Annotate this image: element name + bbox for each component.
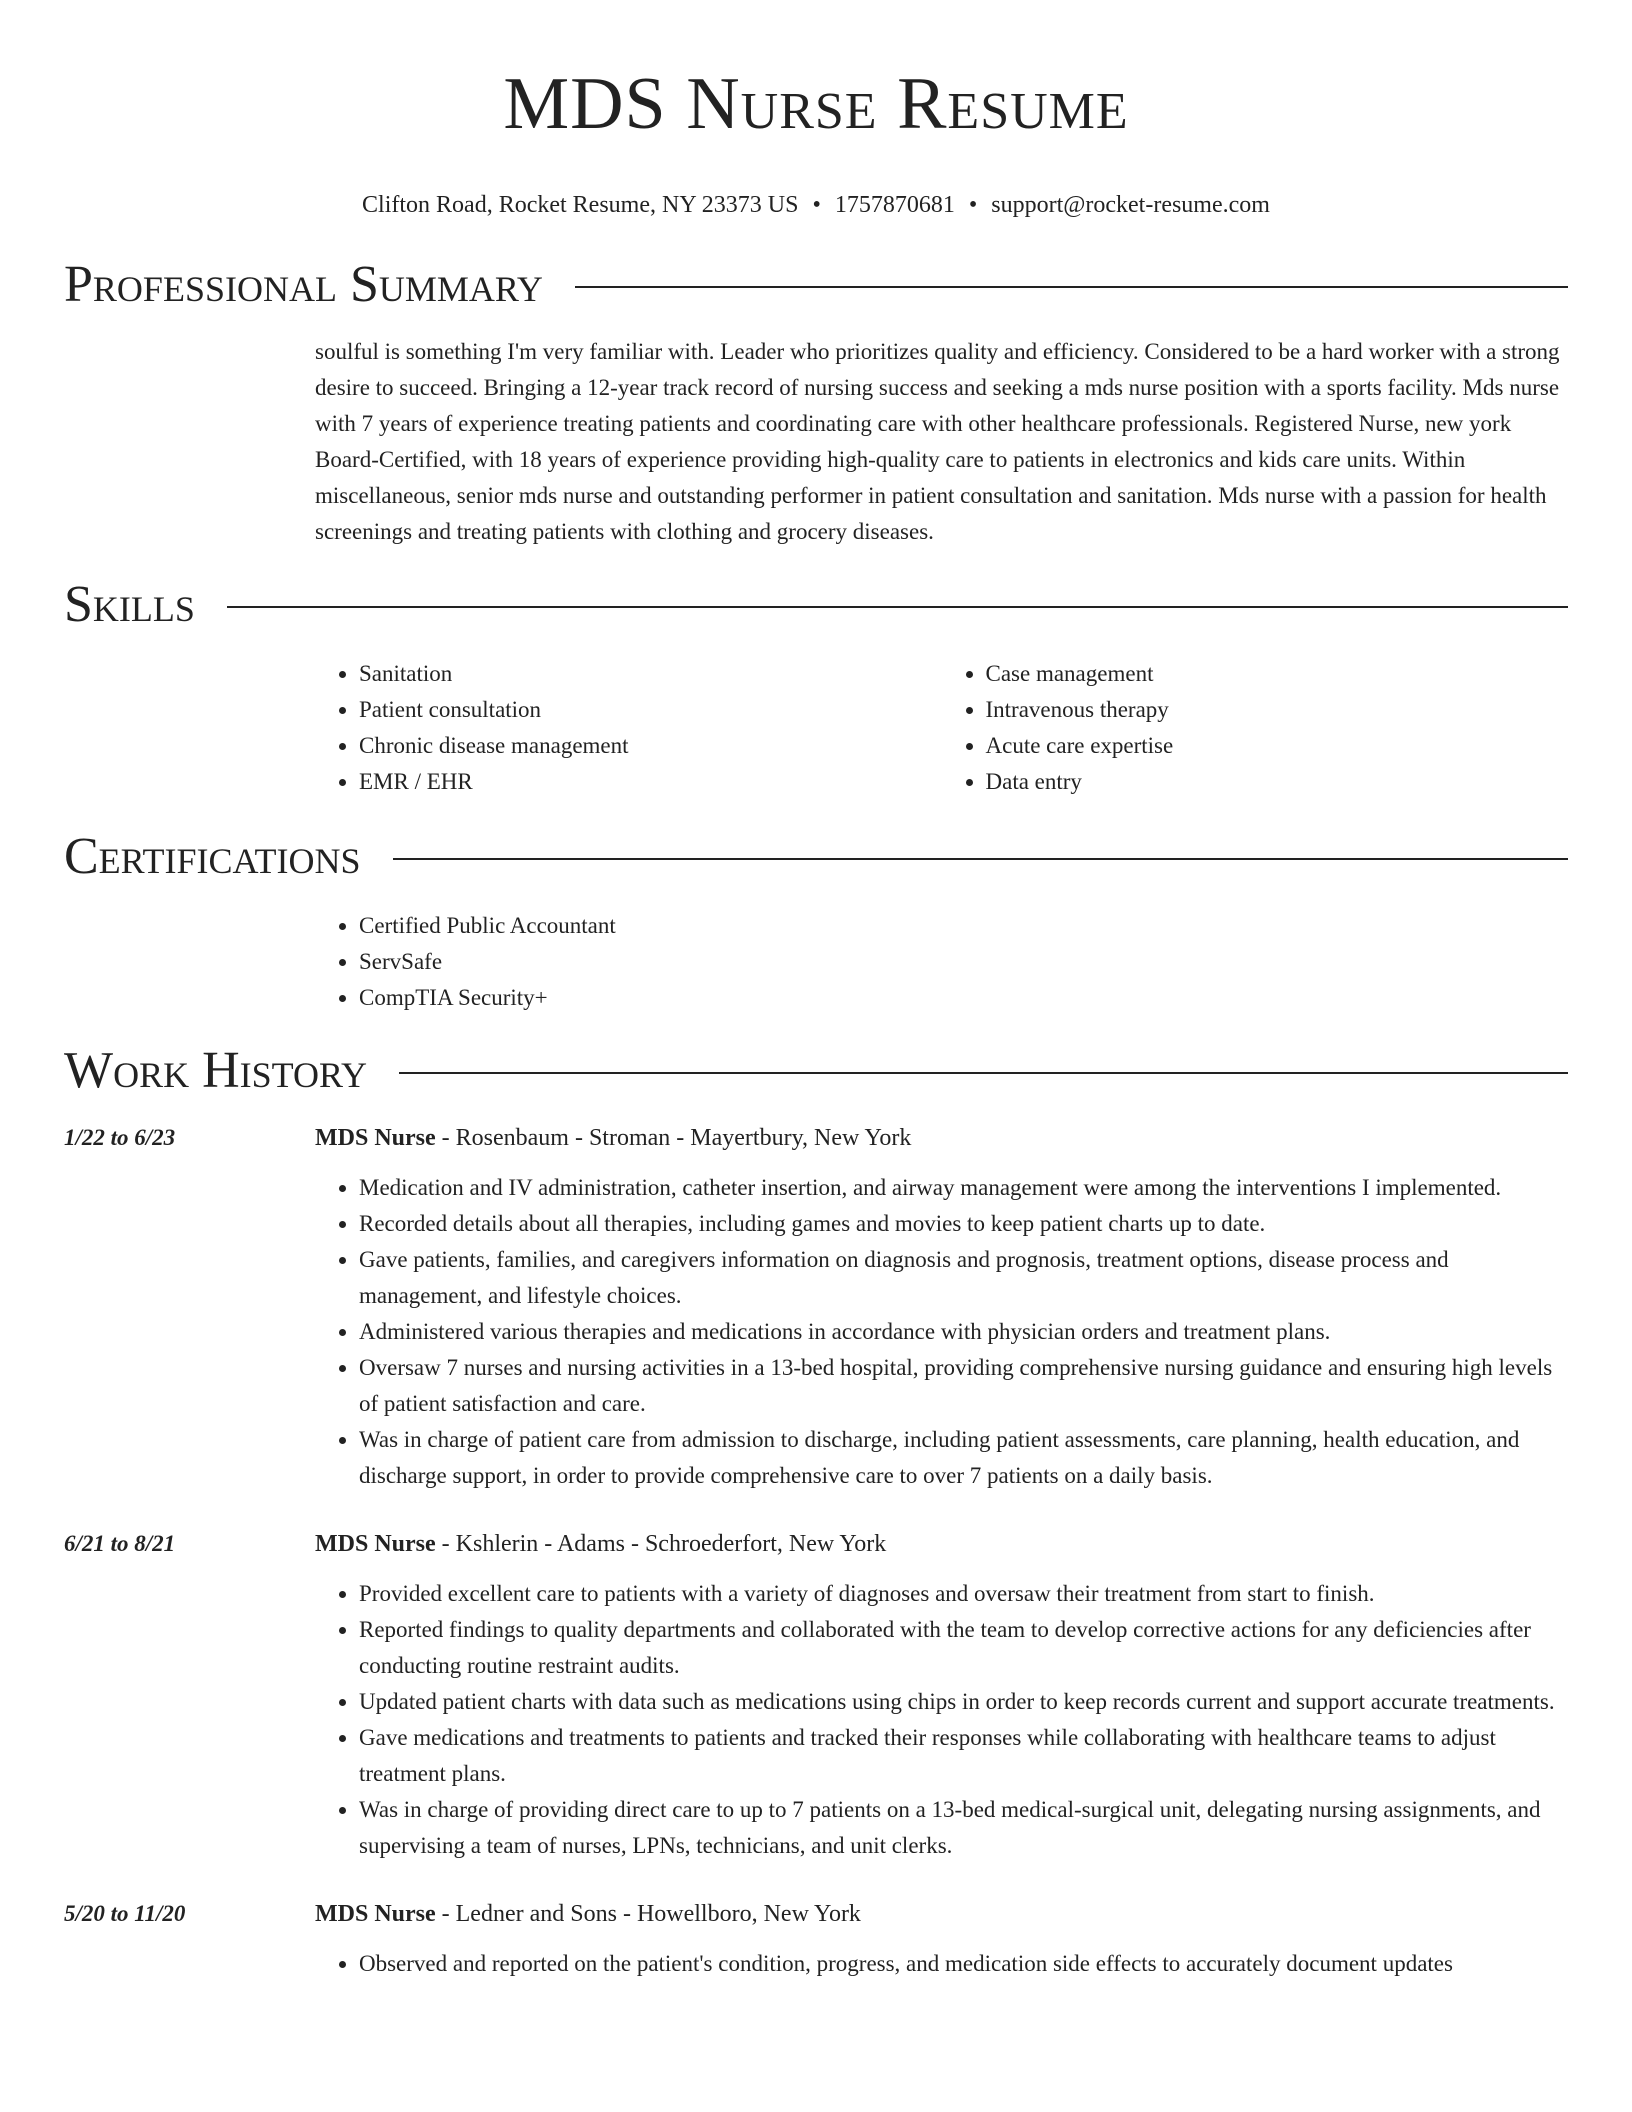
skill-item: • Data entry — [986, 764, 1569, 800]
job-details — [315, 1120, 1568, 1494]
summary-heading: Professional Summary — [64, 256, 543, 313]
certification-item: • ServSafe — [359, 944, 1568, 980]
job-heading — [315, 1896, 1568, 1932]
certification-item: • CompTIA Security+ — [359, 980, 1568, 1016]
skill-item: • Sanitation — [359, 656, 942, 692]
job-dates: 6/21 to 8/21 — [64, 1531, 176, 1556]
skills-column-left — [315, 656, 942, 800]
summary-text: soulful is something I'm very familiar with. Leader who prioritizes quality and efficiency. Considered to be a hard worker with a strong desire to succeed. Bringing a 12-year track record of nursing success and seeking a mds nurse position with a sports facility. Mds nurse with 7 years of experience treating patients and coordinating care with other healthcare professionals. Registered Nurse, new york Board-Certified, with 18 years of experience providing high-quality care to patients in electronics and kids care units. Within miscellaneous, senior mds nurse and outstanding performer in patient consultation and sanitation. Mds nurse with a passion for health screenings and treating patients with clothing and grocery diseases. — [315, 339, 1560, 544]
job-duties — [315, 1946, 1568, 1982]
contact-line — [64, 190, 1568, 220]
job-duty: • Gave patients, families, and caregivers information on diagnosis and prognosis, treatment options, disease process and management, and lifestyle choices. — [359, 1242, 1568, 1314]
skills-column-right — [942, 656, 1569, 800]
summary-section — [64, 250, 1568, 550]
skills-heading: Skills — [64, 576, 195, 633]
job-dates: 5/20 to 11/20 — [64, 1901, 186, 1926]
skills-header — [64, 570, 1568, 640]
job-duty: • Gave medications and treatments to patients and tracked their responses while collaborating with healthcare teams to adjust treatment plans. — [359, 1720, 1568, 1792]
job-details — [315, 1896, 1568, 1982]
contact-address: Clifton Road, Rocket Resume, NY 23373 US — [362, 192, 799, 218]
certifications-list — [315, 908, 1568, 1016]
resume-title: MDS Nurse Resume — [503, 63, 1129, 145]
contact-separator: • — [812, 192, 821, 218]
work-history-header — [64, 1036, 1568, 1106]
skill-item: • Acute care expertise — [986, 728, 1569, 764]
job-duty: • Reported findings to quality departments and collaborated with the team to develop corrective actions for any deficiencies after conducting routine restraint audits. — [359, 1612, 1568, 1684]
job-duties — [315, 1576, 1568, 1864]
certification-item: • Certified Public Accountant — [359, 908, 1568, 944]
job-details — [315, 1526, 1568, 1864]
job-role: MDS Nurse — [315, 1125, 436, 1151]
job-dates: 1/22 to 6/23 — [64, 1125, 176, 1150]
job-employer: - Kshlerin - Adams - Schroederfort, New York — [435, 1531, 887, 1557]
skill-item: • Intravenous therapy — [986, 692, 1569, 728]
skill-item: • Case management — [986, 656, 1569, 692]
section-divider — [399, 1072, 1568, 1074]
job-entry — [64, 1120, 1568, 1494]
job-role: MDS Nurse — [315, 1531, 436, 1557]
job-entry — [64, 1526, 1568, 1864]
job-heading — [315, 1120, 1568, 1156]
job-duties — [315, 1170, 1568, 1494]
job-employer: - Rosenbaum - Stroman - Mayertbury, New York — [435, 1125, 912, 1151]
skill-item: • Patient consultation — [359, 692, 942, 728]
work-history-section — [64, 1036, 1568, 1982]
job-employer: - Ledner and Sons - Howellboro, New York — [435, 1901, 861, 1927]
job-heading — [315, 1526, 1568, 1562]
certifications-header — [64, 822, 1568, 892]
job-entry — [64, 1896, 1568, 1982]
job-duty: • Provided excellent care to patients with a variety of diagnoses and oversaw their treatment from start to finish. — [359, 1576, 1568, 1612]
work-history-heading: Work History — [64, 1042, 368, 1099]
section-divider — [393, 858, 1568, 860]
certifications-heading: Certifications — [64, 828, 361, 885]
job-duty: • Observed and reported on the patient's condition, progress, and medication side effects to accurately document updates — [359, 1946, 1568, 1982]
job-role: MDS Nurse — [315, 1901, 436, 1927]
section-divider — [227, 606, 1568, 608]
skills-section — [64, 570, 1568, 800]
summary-header — [64, 250, 1568, 320]
section-divider — [575, 286, 1568, 288]
job-duty: • Oversaw 7 nurses and nursing activities in a 13-bed hospital, providing comprehensive nursing guidance and ensuring high levels of patient satisfaction and care. — [359, 1350, 1568, 1422]
certifications-section — [64, 822, 1568, 1016]
job-duty: • Was in charge of providing direct care to up to 7 patients on a 13-bed medical-surgical unit, delegating nursing assignments, and supervising a team of nurses, LPNs, technicians, and unit clerks. — [359, 1792, 1568, 1864]
skills-list — [315, 656, 1568, 800]
job-duty: • Was in charge of patient care from admission to discharge, including patient assessments, care planning, health education, and discharge support, in order to provide comprehensive care to over 7 patients on a daily basis. — [359, 1422, 1568, 1494]
skill-item: • EMR / EHR — [359, 764, 942, 800]
skill-item: • Chronic disease management — [359, 728, 942, 764]
contact-phone: 1757870681 — [834, 192, 955, 218]
job-duty: • Recorded details about all therapies, including games and movies to keep patient charts up to date. — [359, 1206, 1568, 1242]
contact-separator: • — [968, 192, 978, 218]
job-duty: • Updated patient charts with data such as medications using chips in order to keep records current and support accurate treatments. — [359, 1684, 1568, 1720]
job-duty: • Administered various therapies and medications in accordance with physician orders and treatment plans. — [359, 1314, 1568, 1350]
job-duty: • Medication and IV administration, catheter insertion, and airway management were among the interventions I implemented. — [359, 1170, 1568, 1206]
contact-email: support@rocket-resume.com — [991, 192, 1270, 218]
